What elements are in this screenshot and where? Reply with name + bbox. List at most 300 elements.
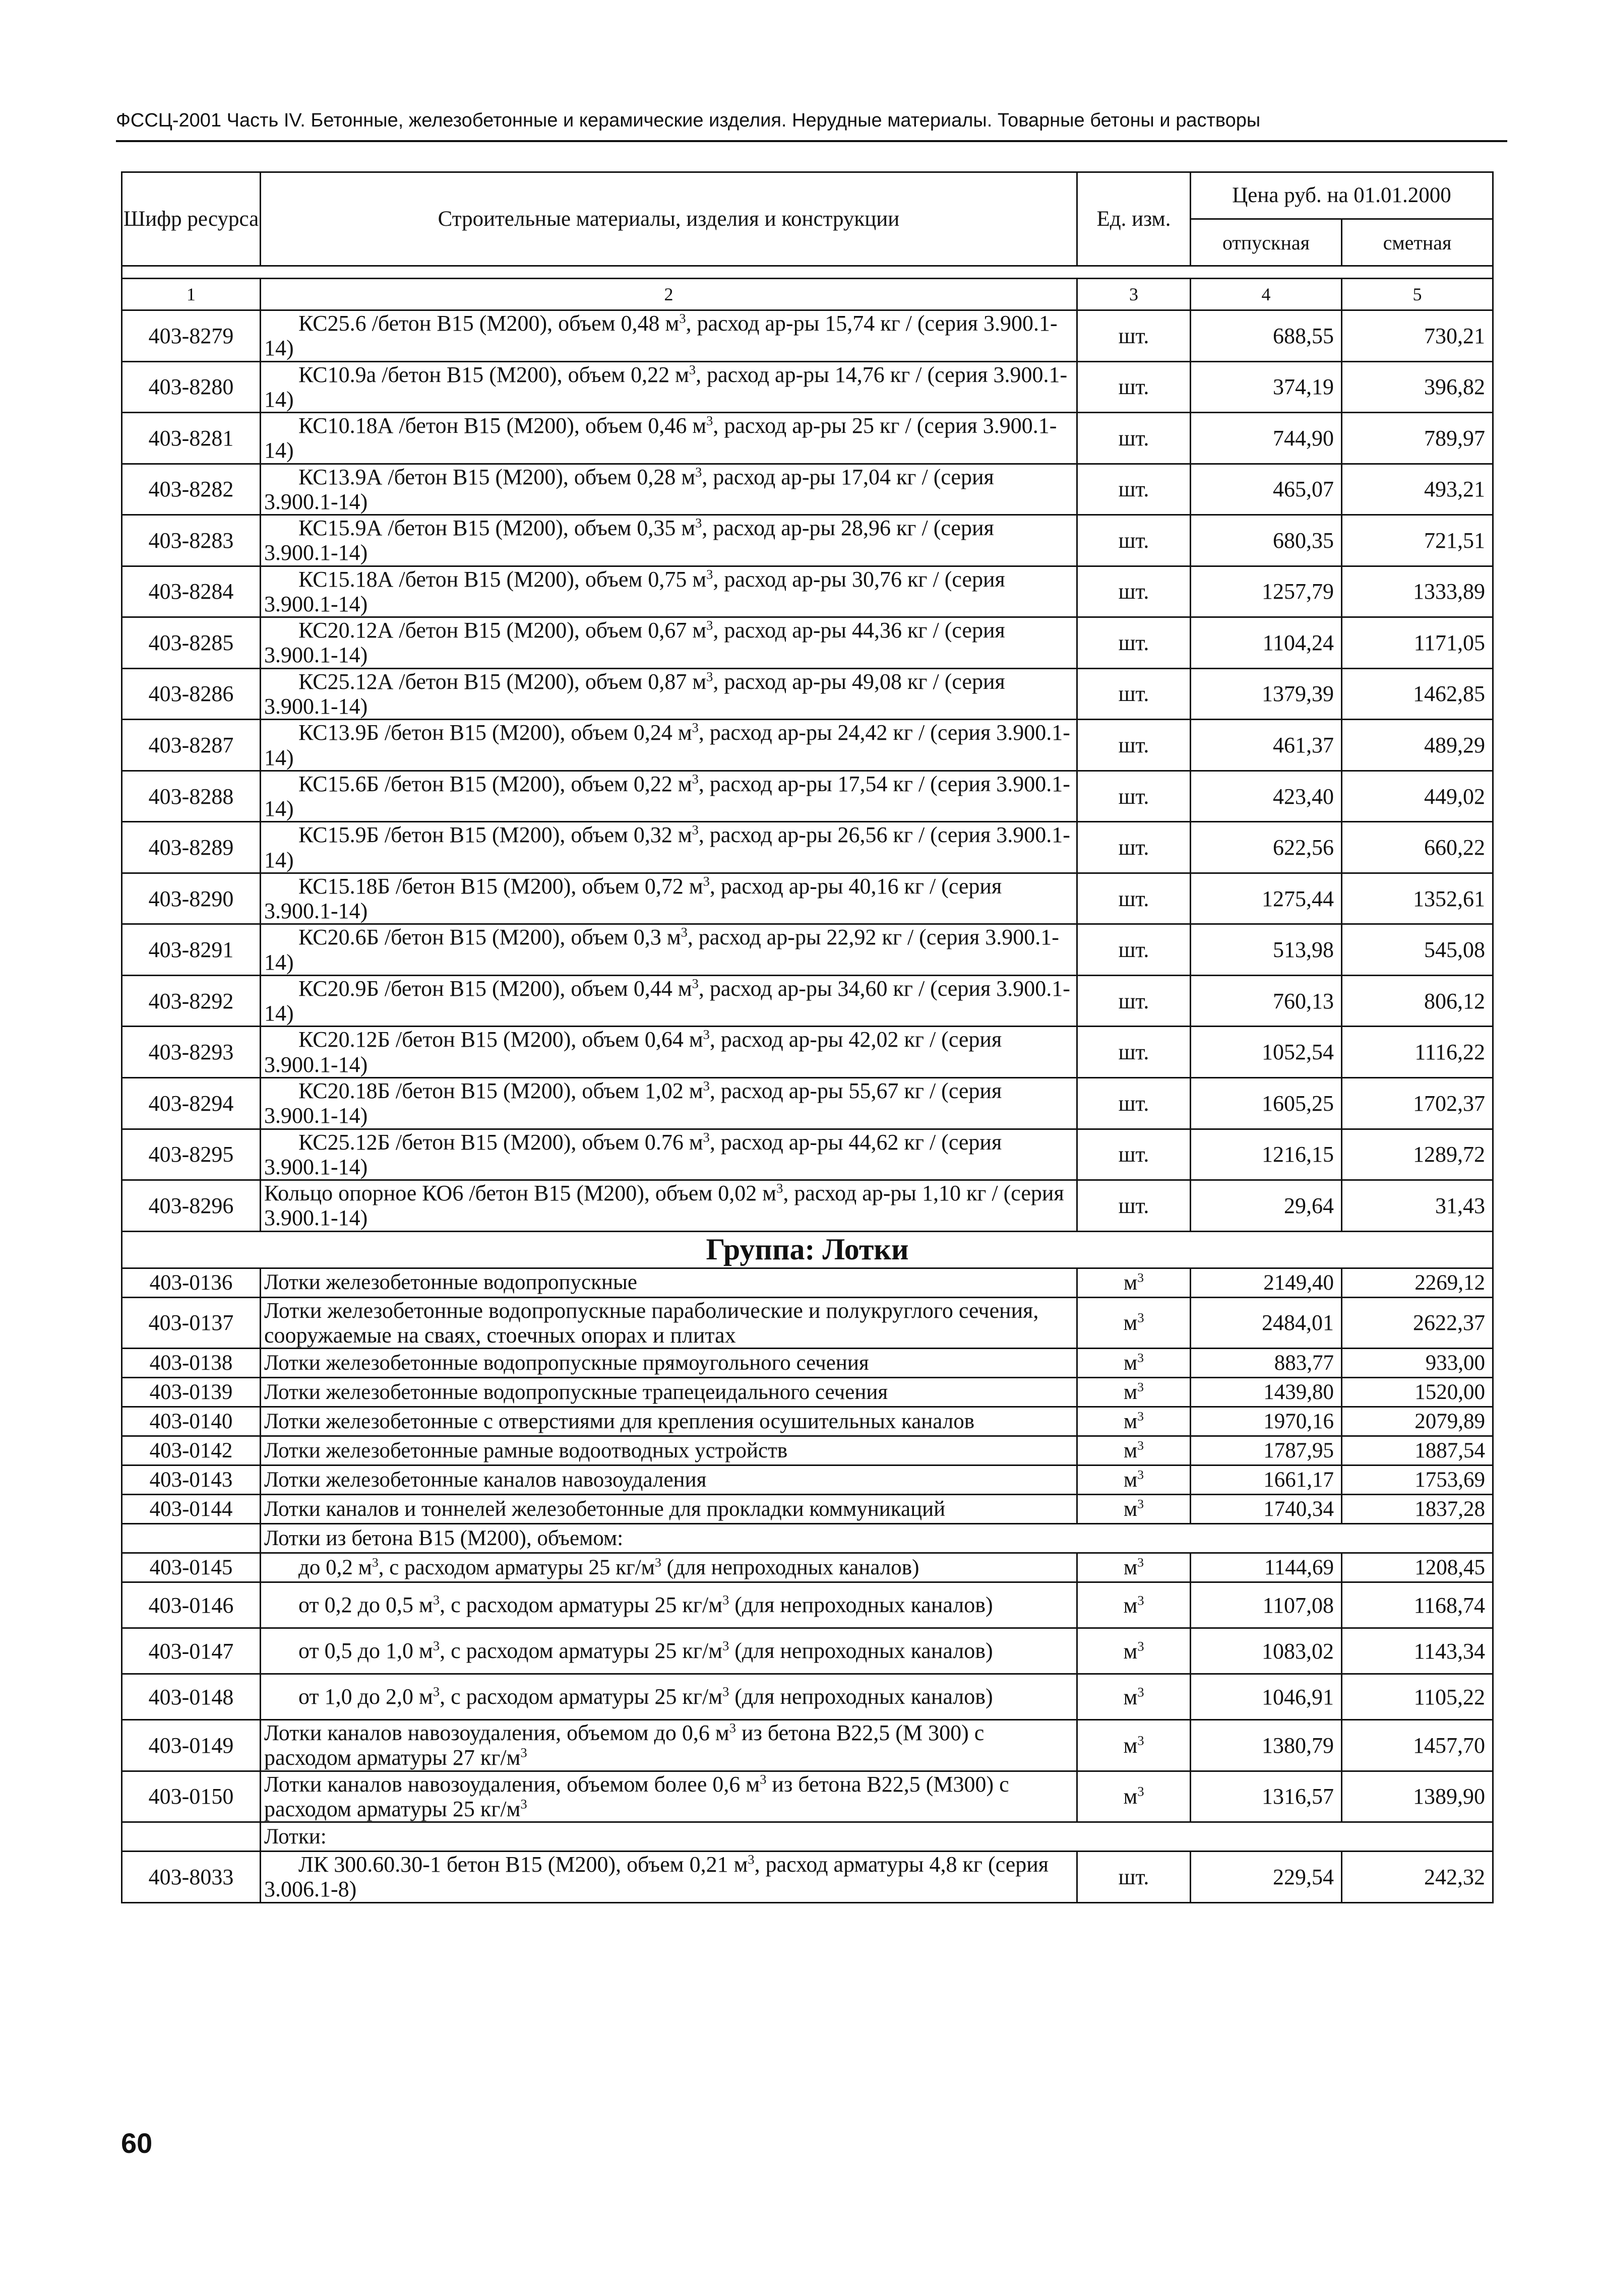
description-text: до 0,2 м xyxy=(298,1555,372,1579)
description-text: (для непроходных каналов) xyxy=(729,1684,993,1709)
item-description xyxy=(261,1852,1077,1903)
unit-superscript: 3 xyxy=(1137,1350,1144,1365)
header-release-price: отпускная xyxy=(1191,219,1342,266)
unit-text: шт. xyxy=(1118,937,1149,963)
description-text: КС25.12Б /бетон В15 (М200), объем 0.76 м xyxy=(298,1129,703,1155)
unit-text: м xyxy=(1123,1380,1138,1405)
description-text: Лотки каналов навозоудаления, объемом до 0,6 м xyxy=(264,1720,729,1746)
estimate-price: 2079,89 xyxy=(1342,1407,1493,1436)
resource-code: 403-0150 xyxy=(122,1771,261,1822)
release-price: 29,64 xyxy=(1191,1180,1342,1232)
column-number-row xyxy=(122,279,1493,310)
resource-code: 403-0142 xyxy=(122,1436,261,1465)
unit-superscript: 3 xyxy=(1137,1555,1144,1570)
item-description: Лотки железобетонные водопропускные параболические и полукруглого сечения, сооружаемые на сваях, стоечных опорах и плитах xyxy=(261,1297,1077,1349)
column-number: 1 xyxy=(122,279,261,310)
column-number: 2 xyxy=(261,279,1077,310)
unit-text: м xyxy=(1123,1351,1138,1375)
volume-superscript: 3 xyxy=(703,873,710,889)
description-text: , расход ар-ры 25 кг / (серия 3.900.1-14) xyxy=(264,413,1057,463)
release-price: 883,77 xyxy=(1191,1349,1342,1378)
estimate-price: 1887,54 xyxy=(1342,1436,1493,1465)
header-code: Шифр ресурса xyxy=(122,172,261,266)
unit-text: шт. xyxy=(1118,630,1149,655)
unit-text: м xyxy=(1123,1556,1138,1580)
description-text: (для непроходных каналов) xyxy=(729,1638,993,1664)
item-description xyxy=(261,1027,1077,1078)
resource-code: 403-8286 xyxy=(122,668,261,720)
table-row xyxy=(122,1349,1493,1378)
table-row xyxy=(122,1495,1493,1524)
description-text: из бетона В22,5 (М300) с расходом арматуры 25 кг/м xyxy=(264,1771,1009,1821)
estimate-price: 1352,61 xyxy=(1342,873,1493,924)
unit-cell xyxy=(1077,1436,1191,1465)
unit-text: шт. xyxy=(1118,477,1149,502)
resource-code: 403-0149 xyxy=(122,1720,261,1771)
unit-text: м xyxy=(1123,1270,1138,1295)
table-row xyxy=(122,771,1493,822)
subheading-spacer xyxy=(122,1822,261,1852)
description-text: от 0,2 до 0,5 м xyxy=(298,1592,433,1618)
unit-cell xyxy=(1077,1771,1191,1822)
description-text: , расход ар-ры 42,02 кг / (серия 3.900.1-14) xyxy=(264,1027,1002,1077)
unit-text: м xyxy=(1123,1684,1138,1709)
resource-code: 403-8289 xyxy=(122,822,261,873)
item-description xyxy=(261,1077,1077,1129)
estimate-price: 1462,85 xyxy=(1342,668,1493,720)
item-description xyxy=(261,873,1077,924)
estimate-price: 806,12 xyxy=(1342,975,1493,1027)
description-text: КС15.9А /бетон В15 (М200), объем 0,35 м xyxy=(298,516,696,541)
volume-superscript: 3 xyxy=(706,617,713,633)
unit-superscript: 3 xyxy=(1137,1310,1144,1325)
release-price: 760,13 xyxy=(1191,975,1342,1027)
description-text: , с расходом арматуры 25 кг/м xyxy=(440,1592,723,1618)
volume-superscript: 3 xyxy=(706,413,713,428)
volume-superscript: 3 xyxy=(372,1555,379,1570)
description-text: от 0,5 до 1,0 м xyxy=(298,1638,433,1664)
estimate-price: 449,02 xyxy=(1342,771,1493,822)
column-number: 3 xyxy=(1077,279,1191,310)
unit-text: м xyxy=(1123,1468,1138,1492)
resource-code: 403-8279 xyxy=(122,310,261,362)
unit-cell xyxy=(1077,1378,1191,1407)
estimate-price: 933,00 xyxy=(1342,1349,1493,1378)
unit-cell xyxy=(1077,1077,1191,1129)
unit-cell xyxy=(1077,1582,1191,1628)
estimate-price: 1168,74 xyxy=(1342,1582,1493,1628)
estimate-price: 1289,72 xyxy=(1342,1129,1493,1180)
volume-superscript: 3 xyxy=(729,1720,736,1736)
unit-superscript: 3 xyxy=(1137,1733,1144,1748)
estimate-price: 1837,28 xyxy=(1342,1495,1493,1524)
unit-text: шт. xyxy=(1118,425,1149,451)
item-description xyxy=(261,1674,1077,1720)
volume-superscript: 3 xyxy=(703,1078,710,1094)
description-text: , расход ар-ры 26,56 кг / (серия 3.900.1-14) xyxy=(264,822,1070,872)
table-row xyxy=(122,1378,1493,1407)
unit-text: шт. xyxy=(1118,323,1149,348)
resource-code: 403-8292 xyxy=(122,975,261,1027)
item-description: Лотки железобетонные водопропускные трапецеидального сечения xyxy=(261,1378,1077,1407)
header-estimate-price: сметная xyxy=(1342,219,1493,266)
unit-superscript: 3 xyxy=(1137,1638,1144,1653)
description-text: КС15.18Б /бетон В15 (М200), объем 0,72 м xyxy=(298,873,703,899)
release-price: 2484,01 xyxy=(1191,1297,1342,1349)
subheading-spacer xyxy=(122,1524,261,1553)
header-unit: Ед. изм. xyxy=(1077,172,1191,266)
description-text: , расход ар-ры 28,96 кг / (серия 3.900.1-14) xyxy=(264,516,994,565)
description-text: КС13.9Б /бетон В15 (М200), объем 0,24 м xyxy=(298,720,692,745)
description-text: КС25.12А /бетон В15 (М200), объем 0,87 м xyxy=(298,669,707,694)
resource-code: 403-0139 xyxy=(122,1378,261,1407)
item-description: Лотки железобетонные каналов навозоудаления xyxy=(261,1465,1077,1495)
volume-superscript: 3 xyxy=(692,822,699,838)
subheading-row xyxy=(122,1524,1493,1553)
unit-cell xyxy=(1077,1553,1191,1582)
unit-text: м xyxy=(1123,1439,1138,1463)
release-price: 1275,44 xyxy=(1191,873,1342,924)
unit-cell xyxy=(1077,413,1191,464)
unit-cell xyxy=(1077,1349,1191,1378)
rate-superscript: 3 xyxy=(722,1638,729,1653)
unit-cell xyxy=(1077,1407,1191,1436)
price-table xyxy=(121,171,1494,1903)
unit-superscript: 3 xyxy=(1137,1496,1144,1511)
unit-cell xyxy=(1077,1495,1191,1524)
resource-code: 403-8293 xyxy=(122,1027,261,1078)
table-row xyxy=(122,1628,1493,1674)
item-description xyxy=(261,924,1077,976)
estimate-price: 1457,70 xyxy=(1342,1720,1493,1771)
description-text: , расход ар-ры 44,36 кг / (серия 3.900.1-14) xyxy=(264,618,1005,668)
description-text: КС20.12Б /бетон В15 (М200), объем 0,64 м xyxy=(298,1027,703,1052)
table-row xyxy=(122,1407,1493,1436)
description-text: , с расходом арматуры 25 кг/м xyxy=(378,1555,655,1579)
resource-code: 403-0148 xyxy=(122,1674,261,1720)
volume-superscript: 3 xyxy=(681,924,688,940)
item-description xyxy=(261,1553,1077,1582)
unit-text: шт. xyxy=(1118,1142,1149,1167)
description-text: , расход ар-ры 17,04 кг / (серия 3.900.1-14) xyxy=(264,464,994,514)
volume-superscript: 3 xyxy=(695,515,702,531)
item-description xyxy=(261,464,1077,515)
unit-cell xyxy=(1077,668,1191,720)
resource-code: 403-8296 xyxy=(122,1180,261,1232)
item-description xyxy=(261,975,1077,1027)
description-text: , расход арматуры 4,8 кг (серия 3.006.1-8) xyxy=(264,1852,1049,1902)
resource-code: 403-0146 xyxy=(122,1582,261,1628)
table-row xyxy=(122,1027,1493,1078)
unit-text: м xyxy=(1123,1733,1138,1758)
unit-text: шт. xyxy=(1118,1040,1149,1065)
release-price: 1257,79 xyxy=(1191,566,1342,617)
release-price: 1216,15 xyxy=(1191,1129,1342,1180)
resource-code: 403-0144 xyxy=(122,1495,261,1524)
volume-superscript: 3 xyxy=(433,1684,440,1699)
unit-cell xyxy=(1077,924,1191,976)
unit-cell xyxy=(1077,1027,1191,1078)
release-price: 744,90 xyxy=(1191,413,1342,464)
unit-superscript: 3 xyxy=(1137,1409,1144,1424)
resource-code: 403-8283 xyxy=(122,515,261,566)
release-price: 680,35 xyxy=(1191,515,1342,566)
unit-text: шт. xyxy=(1118,1864,1149,1889)
description-text: , расход ар-ры 44,62 кг / (серия 3.900.1-14) xyxy=(264,1129,1002,1179)
resource-code: 403-8287 xyxy=(122,720,261,771)
item-description xyxy=(261,1582,1077,1628)
item-description xyxy=(261,1628,1077,1674)
volume-superscript: 3 xyxy=(433,1638,440,1653)
rate-superscript: 3 xyxy=(654,1555,661,1570)
description-text: , с расходом арматуры 25 кг/м xyxy=(440,1684,723,1709)
unit-cell xyxy=(1077,873,1191,924)
unit-cell xyxy=(1077,515,1191,566)
unit-cell xyxy=(1077,1180,1191,1232)
description-text: КС15.9Б /бетон В15 (М200), объем 0,32 м xyxy=(298,822,692,848)
table-row xyxy=(122,515,1493,566)
unit-cell xyxy=(1077,1628,1191,1674)
item-description xyxy=(261,361,1077,413)
item-description xyxy=(261,515,1077,566)
unit-text: шт. xyxy=(1118,528,1149,553)
volume-superscript: 3 xyxy=(692,771,699,787)
description-text: , с расходом арматуры 25 кг/м xyxy=(440,1638,723,1664)
description-text: (для непроходных каналов) xyxy=(661,1555,919,1579)
table-row xyxy=(122,924,1493,976)
table-row xyxy=(122,1582,1493,1628)
table-row xyxy=(122,464,1493,515)
unit-cell xyxy=(1077,1674,1191,1720)
estimate-price: 489,29 xyxy=(1342,720,1493,771)
estimate-price: 721,51 xyxy=(1342,515,1493,566)
table-row xyxy=(122,822,1493,873)
table-row xyxy=(122,1268,1493,1297)
resource-code: 403-8285 xyxy=(122,617,261,669)
unit-text: шт. xyxy=(1118,835,1149,860)
description-text: , расход ар-ры 40,16 кг / (серия 3.900.1-14) xyxy=(264,873,1002,924)
table-row xyxy=(122,566,1493,617)
unit-cell xyxy=(1077,1465,1191,1495)
unit-cell xyxy=(1077,310,1191,362)
estimate-price: 1171,05 xyxy=(1342,617,1493,669)
estimate-price: 2269,12 xyxy=(1342,1268,1493,1297)
unit-text: шт. xyxy=(1118,784,1149,809)
volume-superscript: 3 xyxy=(748,1852,755,1867)
release-price: 1107,08 xyxy=(1191,1582,1342,1628)
resource-code: 403-0136 xyxy=(122,1268,261,1297)
estimate-price: 660,22 xyxy=(1342,822,1493,873)
unit-cell xyxy=(1077,1720,1191,1771)
table-row xyxy=(122,1674,1493,1720)
item-description xyxy=(261,1129,1077,1180)
unit-text: шт. xyxy=(1118,579,1149,604)
estimate-price: 242,32 xyxy=(1342,1852,1493,1903)
unit-cell xyxy=(1077,1297,1191,1349)
table-row xyxy=(122,310,1493,362)
volume-superscript: 3 xyxy=(776,1180,783,1196)
estimate-price: 1753,69 xyxy=(1342,1465,1493,1495)
description-text: КС25.6 /бетон В15 (М200), объем 0,48 м xyxy=(298,311,680,336)
description-text: (для непроходных каналов) xyxy=(729,1592,993,1618)
release-price: 1046,91 xyxy=(1191,1674,1342,1720)
rate-superscript: 3 xyxy=(722,1684,729,1699)
description-text: , расход ар-ры 34,60 кг / (серия 3.900.1-14) xyxy=(264,976,1070,1026)
estimate-price: 789,97 xyxy=(1342,413,1493,464)
item-description xyxy=(261,668,1077,720)
table-row xyxy=(122,668,1493,720)
unit-superscript: 3 xyxy=(1137,1783,1144,1799)
estimate-price: 1143,34 xyxy=(1342,1628,1493,1674)
unit-text: шт. xyxy=(1118,1193,1149,1218)
table-row xyxy=(122,873,1493,924)
header-name: Строительные материалы, изделия и конструкции xyxy=(261,172,1077,266)
description-text: , расход ар-ры 17,54 кг / (серия 3.900.1-14) xyxy=(264,771,1070,821)
unit-text: м xyxy=(1123,1592,1138,1618)
release-price: 622,56 xyxy=(1191,822,1342,873)
table-row xyxy=(122,361,1493,413)
item-description xyxy=(261,771,1077,822)
release-price: 229,54 xyxy=(1191,1852,1342,1903)
release-price: 1052,54 xyxy=(1191,1027,1342,1078)
resource-code: 403-8291 xyxy=(122,924,261,976)
header-rule xyxy=(116,140,1507,142)
release-price: 1380,79 xyxy=(1191,1720,1342,1771)
item-description xyxy=(261,1771,1077,1822)
unit-cell xyxy=(1077,822,1191,873)
unit-text: шт. xyxy=(1118,988,1149,1013)
resource-code: 403-8290 xyxy=(122,873,261,924)
unit-text: шт. xyxy=(1118,1091,1149,1116)
table-row xyxy=(122,1436,1493,1465)
estimate-price: 493,21 xyxy=(1342,464,1493,515)
item-description: Лотки каналов и тоннелей железобетонные для прокладки коммуникаций xyxy=(261,1495,1077,1524)
release-price: 1439,80 xyxy=(1191,1378,1342,1407)
table-row xyxy=(122,1553,1493,1582)
unit-text: м xyxy=(1123,1410,1138,1434)
release-price: 461,37 xyxy=(1191,720,1342,771)
resource-code: 403-0138 xyxy=(122,1349,261,1378)
unit-superscript: 3 xyxy=(1137,1467,1144,1482)
table-row xyxy=(122,1720,1493,1771)
table-row xyxy=(122,1771,1493,1822)
item-description xyxy=(261,617,1077,669)
estimate-price: 1116,22 xyxy=(1342,1027,1493,1078)
description-text: КС20.6Б /бетон В15 (М200), объем 0,3 м xyxy=(298,925,681,950)
unit-text: м xyxy=(1123,1638,1138,1664)
description-text: , расход ар-ры 49,08 кг / (серия 3.900.1-14) xyxy=(264,669,1005,719)
unit-text: м xyxy=(1123,1310,1138,1335)
unit-cell xyxy=(1077,361,1191,413)
item-description: Лотки железобетонные с отверстиями для крепления осушительных каналов xyxy=(261,1407,1077,1436)
running-head: ФССЦ-2001 Часть IV. Бетонные, железобетонные и керамические изделия. Нерудные материалы. Товарные бетоны и растворы xyxy=(116,110,1261,131)
release-price: 374,19 xyxy=(1191,361,1342,413)
description-text: КС10.9а /бетон В15 (М200), объем 0,22 м xyxy=(298,362,689,387)
release-price: 1316,57 xyxy=(1191,1771,1342,1822)
volume-superscript: 3 xyxy=(706,669,713,684)
volume-superscript: 3 xyxy=(703,1129,710,1144)
description-text: КС15.18А /бетон В15 (М200), объем 0,75 м xyxy=(298,566,707,592)
description-text: КС20.18Б /бетон В15 (М200), объем 1,02 м xyxy=(298,1078,703,1103)
description-text: КС20.9Б /бетон В15 (М200), объем 0,44 м xyxy=(298,976,692,1001)
resource-code: 403-0140 xyxy=(122,1407,261,1436)
resource-code: 403-8281 xyxy=(122,413,261,464)
unit-superscript: 3 xyxy=(1137,1438,1144,1453)
table-row xyxy=(122,1297,1493,1349)
item-description: Лотки железобетонные водопропускные прямоугольного сечения xyxy=(261,1349,1077,1378)
resource-code: 403-8284 xyxy=(122,566,261,617)
volume-superscript: 3 xyxy=(692,720,699,735)
resource-code: 403-8280 xyxy=(122,361,261,413)
unit-text: м xyxy=(1123,1784,1138,1809)
release-price: 1104,24 xyxy=(1191,617,1342,669)
description-text: , расход ар-ры 22,92 кг / (серия 3.900.1-14) xyxy=(264,925,1059,975)
group-heading-row xyxy=(122,1231,1493,1268)
table-row xyxy=(122,617,1493,669)
description-text: из бетона В22,5 (М 300) с расходом арматуры 27 кг/м xyxy=(264,1720,985,1770)
table-row xyxy=(122,720,1493,771)
item-description xyxy=(261,310,1077,362)
unit-superscript: 3 xyxy=(1137,1270,1144,1285)
unit-cell xyxy=(1077,1852,1191,1903)
estimate-price: 545,08 xyxy=(1342,924,1493,976)
description-text: КС20.12А /бетон В15 (М200), объем 0,67 м xyxy=(298,618,707,643)
unit-cell xyxy=(1077,1268,1191,1297)
volume-superscript: 3 xyxy=(695,464,702,479)
unit-text: шт. xyxy=(1118,681,1149,707)
unit-cell xyxy=(1077,617,1191,669)
release-price: 1144,69 xyxy=(1191,1553,1342,1582)
release-price: 2149,40 xyxy=(1191,1268,1342,1297)
subheading-text: Лотки из бетона В15 (М200), объемом: xyxy=(261,1524,1493,1553)
release-price: 1970,16 xyxy=(1191,1407,1342,1436)
table-row xyxy=(122,975,1493,1027)
item-description xyxy=(261,720,1077,771)
item-description xyxy=(261,1180,1077,1232)
estimate-price: 1520,00 xyxy=(1342,1378,1493,1407)
estimate-price: 2622,37 xyxy=(1342,1297,1493,1349)
estimate-price: 730,21 xyxy=(1342,310,1493,362)
column-number: 5 xyxy=(1342,279,1493,310)
description-text: , расход ар-ры 55,67 кг / (серия 3.900.1-14) xyxy=(264,1078,1002,1128)
table-row xyxy=(122,1129,1493,1180)
unit-cell xyxy=(1077,771,1191,822)
resource-code: 403-0137 xyxy=(122,1297,261,1349)
unit-cell xyxy=(1077,975,1191,1027)
description-text: ЛК 300.60.30-1 бетон В15 (М200), объем 0,21 м xyxy=(298,1852,748,1877)
resource-code: 403-0145 xyxy=(122,1553,261,1582)
release-price: 1787,95 xyxy=(1191,1436,1342,1465)
description-text: , расход ар-ры 30,76 кг / (серия 3.900.1-14) xyxy=(264,566,1005,616)
estimate-price: 1208,45 xyxy=(1342,1553,1493,1582)
unit-superscript: 3 xyxy=(1137,1379,1144,1394)
description-text: Лотки каналов навозоудаления, объемом более 0,6 м xyxy=(264,1771,760,1797)
item-description xyxy=(261,413,1077,464)
resource-code: 403-0143 xyxy=(122,1465,261,1495)
estimate-price: 1333,89 xyxy=(1342,566,1493,617)
unit-cell xyxy=(1077,1129,1191,1180)
unit-cell xyxy=(1077,566,1191,617)
release-price: 1661,17 xyxy=(1191,1465,1342,1495)
header-gap xyxy=(122,266,1493,279)
volume-superscript: 3 xyxy=(760,1771,767,1787)
table-row xyxy=(122,1077,1493,1129)
volume-superscript: 3 xyxy=(703,1027,710,1042)
header-price: Цена руб. на 01.01.2000 xyxy=(1191,172,1493,219)
release-price: 513,98 xyxy=(1191,924,1342,976)
item-description xyxy=(261,822,1077,873)
item-description xyxy=(261,566,1077,617)
